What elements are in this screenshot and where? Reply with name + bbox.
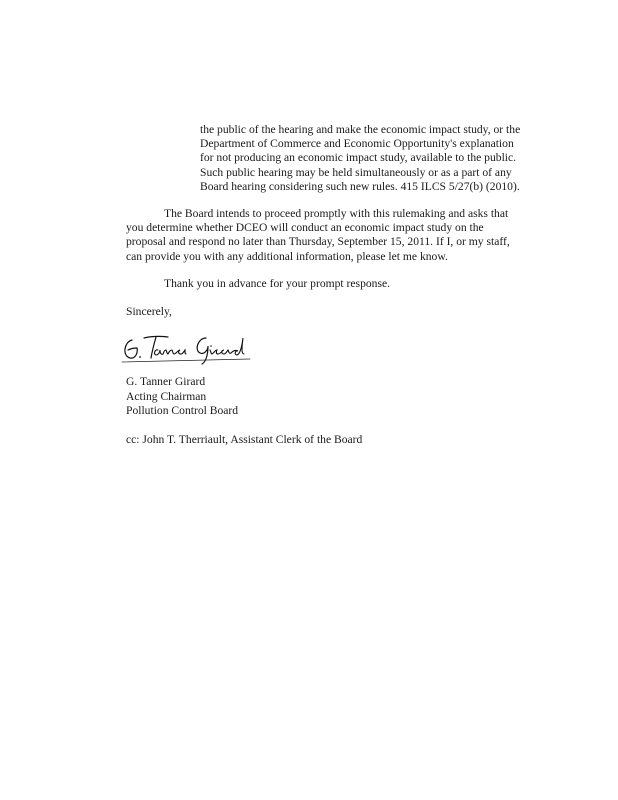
body-line: you determine whether DCEO will conduct an economic impact study on the [126, 221, 484, 235]
cc-text: cc: John T. Therriault, Assistant Clerk of the Board [126, 433, 363, 446]
quote-line: Board hearing considering such new rules. 415 ILCS 5/27(b) (2010). [200, 179, 520, 193]
signer-title: Acting Chairman [126, 389, 207, 403]
signer-organization: Pollution Control Board [126, 404, 239, 417]
closing-line: Sincerely, [126, 305, 172, 318]
quote-line: Such public hearing may be held simultaneously or as a part of any [200, 165, 512, 179]
body-line: can provide you with any additional information, please let me know. [126, 249, 448, 263]
statute-quote [200, 123, 540, 194]
thanks-line: Thank you in advance for your prompt response. [164, 277, 391, 290]
closing [126, 305, 546, 319]
thanks-paragraph [126, 277, 546, 291]
signature-drawing [118, 326, 258, 366]
quote-line: the public of the hearing and make the economic impact study, or the [200, 123, 521, 136]
quote-line: Department of Commerce and Economic Opportunity's explanation [200, 137, 514, 151]
body-line: The Board intends to proceed promptly with this rulemaking and asks that [164, 207, 509, 220]
signature-block [126, 375, 238, 419]
signer-name: G. Tanner Girard [126, 375, 206, 388]
quote-line: for not producing an economic impact study, available to the public. [200, 151, 517, 165]
body-line: proposal and respond no later than Thursday, September 15, 2011. If I, or my staff, [126, 235, 510, 249]
body-paragraph [126, 207, 546, 264]
handwritten-signature [118, 326, 258, 366]
cc-line [126, 433, 546, 447]
